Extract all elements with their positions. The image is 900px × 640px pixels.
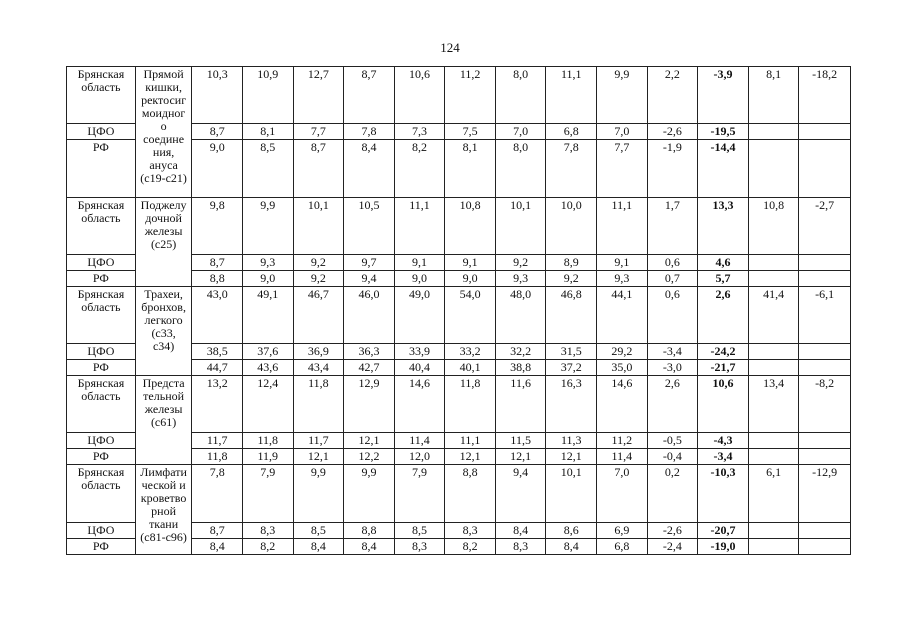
value-cell: 8,6 xyxy=(546,523,597,539)
value-cell: 8,3 xyxy=(495,539,546,555)
value-cell: 49,1 xyxy=(243,287,294,344)
value-cell: 42,7 xyxy=(344,360,395,376)
value-cell: 8,0 xyxy=(495,67,546,124)
value-cell: 11,8 xyxy=(243,433,294,449)
value-cell: 46,0 xyxy=(344,287,395,344)
value-cell: 37,6 xyxy=(243,344,294,360)
value-cell xyxy=(799,360,851,376)
value-cell: 8,4 xyxy=(344,539,395,555)
region-cell xyxy=(67,67,136,124)
cancer-site-label: ректосиг xyxy=(141,93,187,107)
value-cell: 11,2 xyxy=(597,433,648,449)
value-cell: 8,7 xyxy=(344,67,395,124)
region-label: Брянская xyxy=(77,67,125,81)
value-cell xyxy=(748,523,799,539)
value-cell: 29,2 xyxy=(597,344,648,360)
cancer-site-label: Лимфати xyxy=(140,465,187,479)
value-cell: -2,6 xyxy=(647,124,698,140)
cancer-site-label: кишки, xyxy=(145,80,182,94)
value-cell: 0,7 xyxy=(647,271,698,287)
cancer-site-label: Поджелу xyxy=(140,198,187,212)
value-cell: 7,5 xyxy=(445,124,496,140)
cancer-site-label: дочной xyxy=(145,211,182,225)
region-label: ЦФО xyxy=(87,523,115,537)
value-cell: 7,8 xyxy=(192,465,243,523)
value-cell: 8,0 xyxy=(495,140,546,198)
value-cell: 12,4 xyxy=(243,376,294,433)
cancer-site-label: Трахеи, xyxy=(144,287,183,301)
cancer-site-label: тельной xyxy=(143,389,185,403)
value-cell: 10,8 xyxy=(748,198,799,255)
value-cell: 16,3 xyxy=(546,376,597,433)
value-cell: 9,0 xyxy=(394,271,445,287)
value-cell: 8,2 xyxy=(445,539,496,555)
table-row xyxy=(67,198,851,255)
value-cell: 41,4 xyxy=(748,287,799,344)
value-cell: 38,8 xyxy=(495,360,546,376)
value-cell: -2,4 xyxy=(647,539,698,555)
region-cell xyxy=(67,360,136,376)
value-cell: 4,6 xyxy=(698,255,749,271)
cancer-site-cell xyxy=(135,67,192,198)
value-cell: 32,2 xyxy=(495,344,546,360)
region-label: Брянская xyxy=(77,465,125,479)
value-cell xyxy=(748,539,799,555)
value-cell: 8,4 xyxy=(495,523,546,539)
value-cell: 10,1 xyxy=(495,198,546,255)
value-cell: 8,3 xyxy=(394,539,445,555)
value-cell xyxy=(799,449,851,465)
value-cell xyxy=(799,255,851,271)
value-cell: 10,6 xyxy=(394,67,445,124)
value-cell: 13,3 xyxy=(698,198,749,255)
region-cell xyxy=(67,465,136,523)
value-cell: -0,4 xyxy=(647,449,698,465)
value-cell: -21,7 xyxy=(698,360,749,376)
region-label: ЦФО xyxy=(87,255,115,269)
value-cell: 7,3 xyxy=(394,124,445,140)
value-cell: 8,2 xyxy=(243,539,294,555)
value-cell: -14,4 xyxy=(698,140,749,198)
value-cell: 11,1 xyxy=(597,198,648,255)
cancer-site-cell xyxy=(135,465,192,555)
value-cell: -24,2 xyxy=(698,344,749,360)
value-cell: 38,5 xyxy=(192,344,243,360)
value-cell: 12,1 xyxy=(546,449,597,465)
value-cell: 11,2 xyxy=(445,67,496,124)
region-label: ЦФО xyxy=(87,124,115,138)
value-cell: 8,1 xyxy=(243,124,294,140)
value-cell: 9,9 xyxy=(344,465,395,523)
value-cell: 10,1 xyxy=(293,198,344,255)
value-cell: 46,7 xyxy=(293,287,344,344)
value-cell: 10,6 xyxy=(698,376,749,433)
value-cell xyxy=(799,433,851,449)
value-cell: -20,7 xyxy=(698,523,749,539)
value-cell: 8,8 xyxy=(192,271,243,287)
value-cell: 33,9 xyxy=(394,344,445,360)
value-cell: 10,0 xyxy=(546,198,597,255)
value-cell: 8,8 xyxy=(445,465,496,523)
value-cell: 11,7 xyxy=(192,433,243,449)
region-label: РФ xyxy=(92,360,109,374)
value-cell: 8,4 xyxy=(344,140,395,198)
value-cell: 9,1 xyxy=(597,255,648,271)
value-cell: 46,8 xyxy=(546,287,597,344)
value-cell: 9,0 xyxy=(243,271,294,287)
region-label: область xyxy=(81,478,121,492)
value-cell: 8,7 xyxy=(293,140,344,198)
value-cell: 1,7 xyxy=(647,198,698,255)
value-cell: 9,7 xyxy=(344,255,395,271)
region-label: РФ xyxy=(92,449,109,463)
value-cell: 5,7 xyxy=(698,271,749,287)
value-cell: 6,8 xyxy=(597,539,648,555)
value-cell: 12,1 xyxy=(293,449,344,465)
region-label: Брянская xyxy=(77,198,125,212)
value-cell: 9,2 xyxy=(546,271,597,287)
value-cell: 9,9 xyxy=(293,465,344,523)
value-cell: 0,6 xyxy=(647,255,698,271)
value-cell: 8,4 xyxy=(293,539,344,555)
value-cell: 8,1 xyxy=(748,67,799,124)
cancer-site-label: легкого xyxy=(144,313,183,327)
value-cell: 36,9 xyxy=(293,344,344,360)
value-cell: -10,3 xyxy=(698,465,749,523)
value-cell: 10,8 xyxy=(445,198,496,255)
value-cell: 31,5 xyxy=(546,344,597,360)
cancer-site-label: ния, xyxy=(152,145,175,159)
value-cell: 40,4 xyxy=(394,360,445,376)
cancer-site-label: железы xyxy=(144,402,183,416)
value-cell: 10,1 xyxy=(546,465,597,523)
cancer-site-label: кроветво xyxy=(140,491,187,505)
value-cell: 2,6 xyxy=(647,376,698,433)
value-cell: 11,1 xyxy=(394,198,445,255)
value-cell: 9,2 xyxy=(293,255,344,271)
value-cell: 9,3 xyxy=(243,255,294,271)
value-cell: 9,2 xyxy=(293,271,344,287)
region-label: Брянская xyxy=(77,287,125,301)
region-cell xyxy=(67,140,136,198)
cancer-site-label: (c81-c96) xyxy=(140,530,187,544)
value-cell: 8,4 xyxy=(192,539,243,555)
value-cell: -19,5 xyxy=(698,124,749,140)
value-cell: -2,7 xyxy=(799,198,851,255)
value-cell: 12,7 xyxy=(293,67,344,124)
cancer-site-label: моидног xyxy=(141,106,186,120)
value-cell: 36,3 xyxy=(344,344,395,360)
region-cell xyxy=(67,124,136,140)
value-cell: 43,6 xyxy=(243,360,294,376)
region-cell xyxy=(67,255,136,271)
value-cell xyxy=(799,271,851,287)
value-cell: 8,9 xyxy=(546,255,597,271)
value-cell: 9,4 xyxy=(344,271,395,287)
value-cell: -3,4 xyxy=(647,344,698,360)
value-cell: 7,0 xyxy=(495,124,546,140)
region-cell xyxy=(67,376,136,433)
region-label: область xyxy=(81,389,121,403)
value-cell: 6,1 xyxy=(748,465,799,523)
region-label: ЦФО xyxy=(87,433,115,447)
value-cell: -8,2 xyxy=(799,376,851,433)
value-cell: 0,2 xyxy=(647,465,698,523)
value-cell xyxy=(799,539,851,555)
value-cell: -19,0 xyxy=(698,539,749,555)
value-cell xyxy=(748,140,799,198)
value-cell: 2,6 xyxy=(698,287,749,344)
value-cell: 12,1 xyxy=(445,449,496,465)
value-cell: 9,0 xyxy=(445,271,496,287)
value-cell: 2,2 xyxy=(647,67,698,124)
value-cell: 13,2 xyxy=(192,376,243,433)
value-cell: 35,0 xyxy=(597,360,648,376)
value-cell: 9,8 xyxy=(192,198,243,255)
value-cell: -2,6 xyxy=(647,523,698,539)
value-cell: 8,3 xyxy=(445,523,496,539)
region-cell xyxy=(67,344,136,360)
value-cell: 48,0 xyxy=(495,287,546,344)
value-cell: 43,4 xyxy=(293,360,344,376)
value-cell: 8,7 xyxy=(192,523,243,539)
value-cell xyxy=(748,433,799,449)
table-row xyxy=(67,376,851,433)
value-cell: 8,7 xyxy=(192,255,243,271)
table-row xyxy=(67,287,851,344)
cancer-site-label: (c61) xyxy=(150,415,177,429)
cancer-site-cell xyxy=(135,198,192,287)
cancer-site-label: Предста xyxy=(142,376,185,390)
region-label: ЦФО xyxy=(87,344,115,358)
value-cell: 7,9 xyxy=(394,465,445,523)
value-cell: 7,7 xyxy=(597,140,648,198)
value-cell: 11,1 xyxy=(445,433,496,449)
value-cell xyxy=(748,124,799,140)
value-cell: 8,5 xyxy=(394,523,445,539)
cancer-site-label: железы xyxy=(144,224,183,238)
value-cell: 9,1 xyxy=(394,255,445,271)
value-cell: 12,1 xyxy=(495,449,546,465)
cancer-site-cell xyxy=(135,376,192,465)
value-cell xyxy=(799,140,851,198)
value-cell: 10,3 xyxy=(192,67,243,124)
value-cell: 44,1 xyxy=(597,287,648,344)
region-cell xyxy=(67,539,136,555)
table-body xyxy=(67,67,851,555)
value-cell xyxy=(748,449,799,465)
region-label: область xyxy=(81,80,121,94)
value-cell: 9,3 xyxy=(597,271,648,287)
value-cell: 11,5 xyxy=(495,433,546,449)
region-label: РФ xyxy=(92,271,109,285)
value-cell xyxy=(748,344,799,360)
region-cell xyxy=(67,271,136,287)
value-cell: 7,8 xyxy=(546,140,597,198)
value-cell: -18,2 xyxy=(799,67,851,124)
value-cell: 6,8 xyxy=(546,124,597,140)
value-cell: -4,3 xyxy=(698,433,749,449)
incidence-table xyxy=(66,66,851,555)
value-cell: 9,4 xyxy=(495,465,546,523)
value-cell: 49,0 xyxy=(394,287,445,344)
region-label: область xyxy=(81,211,121,225)
value-cell: 13,4 xyxy=(748,376,799,433)
cancer-site-label: ануса xyxy=(149,158,178,172)
region-label: Брянская xyxy=(77,376,125,390)
value-cell: 9,1 xyxy=(445,255,496,271)
value-cell: 7,7 xyxy=(293,124,344,140)
value-cell xyxy=(799,344,851,360)
value-cell: 8,7 xyxy=(192,124,243,140)
value-cell: 11,4 xyxy=(597,449,648,465)
region-cell xyxy=(67,523,136,539)
value-cell: 8,8 xyxy=(344,523,395,539)
table-row xyxy=(67,465,851,523)
value-cell: 10,9 xyxy=(243,67,294,124)
value-cell: 11,8 xyxy=(192,449,243,465)
cancer-site-label: рной xyxy=(151,504,177,518)
value-cell: 40,1 xyxy=(445,360,496,376)
region-label: РФ xyxy=(92,539,109,553)
value-cell: 9,0 xyxy=(192,140,243,198)
value-cell: 12,9 xyxy=(344,376,395,433)
value-cell: 33,2 xyxy=(445,344,496,360)
cancer-site-label: c34) xyxy=(152,339,175,353)
value-cell: 12,2 xyxy=(344,449,395,465)
cancer-site-label: о xyxy=(160,119,167,133)
value-cell: 37,2 xyxy=(546,360,597,376)
region-label: область xyxy=(81,300,121,314)
value-cell: 6,9 xyxy=(597,523,648,539)
value-cell: 8,4 xyxy=(546,539,597,555)
value-cell: 7,8 xyxy=(344,124,395,140)
value-cell: 11,8 xyxy=(445,376,496,433)
value-cell: 11,3 xyxy=(546,433,597,449)
value-cell: 11,4 xyxy=(394,433,445,449)
value-cell: 11,1 xyxy=(546,67,597,124)
value-cell: 11,7 xyxy=(293,433,344,449)
cancer-site-label: (c33, xyxy=(151,326,176,340)
region-cell xyxy=(67,198,136,255)
value-cell: 8,5 xyxy=(293,523,344,539)
value-cell: 8,1 xyxy=(445,140,496,198)
value-cell: 9,2 xyxy=(495,255,546,271)
value-cell: 11,9 xyxy=(243,449,294,465)
cancer-site-label: бронхов, xyxy=(141,300,186,314)
region-cell xyxy=(67,449,136,465)
value-cell: -3,0 xyxy=(647,360,698,376)
cancer-site-label: соедине xyxy=(143,132,185,146)
value-cell: 14,6 xyxy=(597,376,648,433)
value-cell: 12,0 xyxy=(394,449,445,465)
cancer-site-cell xyxy=(135,287,192,376)
page-number: 124 xyxy=(440,40,460,55)
value-cell: 11,6 xyxy=(495,376,546,433)
value-cell xyxy=(799,124,851,140)
value-cell: 7,0 xyxy=(597,465,648,523)
value-cell xyxy=(799,523,851,539)
value-cell: 7,0 xyxy=(597,124,648,140)
region-cell xyxy=(67,287,136,344)
value-cell xyxy=(748,255,799,271)
value-cell: -3,4 xyxy=(698,449,749,465)
value-cell: 44,7 xyxy=(192,360,243,376)
table-row xyxy=(67,67,851,124)
cancer-site-label: ческой и xyxy=(141,478,186,492)
region-label: РФ xyxy=(92,140,109,154)
value-cell: 14,6 xyxy=(394,376,445,433)
value-cell: 8,5 xyxy=(243,140,294,198)
value-cell: -0,5 xyxy=(647,433,698,449)
value-cell: 43,0 xyxy=(192,287,243,344)
cancer-site-label: (c19-c21) xyxy=(140,171,187,185)
value-cell: -12,9 xyxy=(799,465,851,523)
value-cell: 7,9 xyxy=(243,465,294,523)
value-cell: -3,9 xyxy=(698,67,749,124)
cancer-site-label: (c25) xyxy=(150,237,177,251)
cancer-site-label: ткани xyxy=(149,517,179,531)
region-cell xyxy=(67,433,136,449)
cancer-site-label: Прямой xyxy=(143,67,184,81)
value-cell: 54,0 xyxy=(445,287,496,344)
value-cell: 12,1 xyxy=(344,433,395,449)
value-cell: 9,9 xyxy=(243,198,294,255)
value-cell: 9,3 xyxy=(495,271,546,287)
value-cell xyxy=(748,271,799,287)
value-cell: 0,6 xyxy=(647,287,698,344)
value-cell: 8,2 xyxy=(394,140,445,198)
value-cell: -6,1 xyxy=(799,287,851,344)
value-cell: 11,8 xyxy=(293,376,344,433)
value-cell: -1,9 xyxy=(647,140,698,198)
value-cell xyxy=(748,360,799,376)
value-cell: 8,3 xyxy=(243,523,294,539)
value-cell: 10,5 xyxy=(344,198,395,255)
value-cell: 9,9 xyxy=(597,67,648,124)
